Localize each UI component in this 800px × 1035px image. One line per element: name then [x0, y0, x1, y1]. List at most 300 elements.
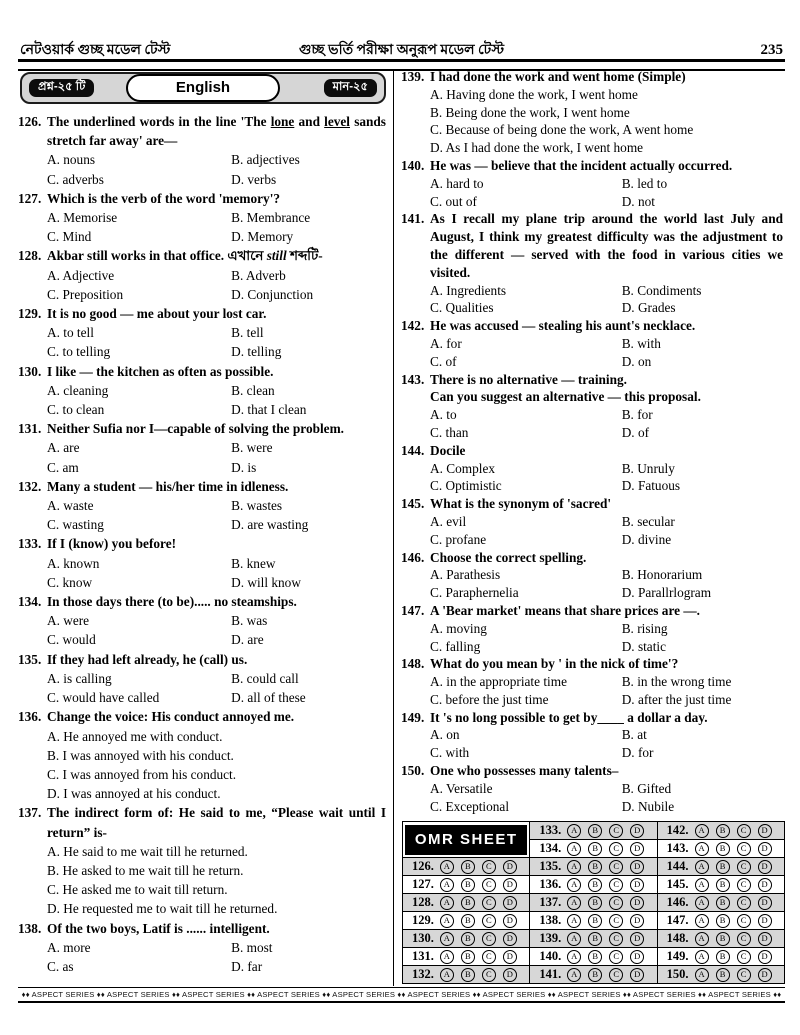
omr-number: 141.	[539, 967, 562, 981]
omr-cell-140	[530, 948, 657, 966]
omr-bubble-140-A: A	[567, 950, 581, 964]
omr-bubble-133-D: D	[630, 824, 644, 838]
omr-bubble-130-A: A	[440, 932, 454, 946]
question-text: It 's no long possible to get by____ a dollar a day.	[430, 709, 708, 725]
option-127-A: A. Memorise	[47, 210, 118, 226]
omr-number: 147.	[666, 913, 689, 927]
question-text: Akbar still works in that office. এখানে still শব্দটি-	[47, 248, 323, 264]
omr-bubble-126-D: D	[503, 860, 517, 874]
header-center-title: গুচ্ছ ভর্তি পরীক্ষা অনুরূপ মডেল টেস্ট	[298, 43, 505, 58]
question-number: 136.	[18, 709, 42, 725]
question-text-line2: Can you suggest an alternative — this proposal.	[430, 389, 701, 405]
question-126	[18, 112, 388, 189]
omr-bubble-127-D: D	[503, 878, 517, 892]
omr-bubble-131-B: B	[461, 950, 475, 964]
question-139	[401, 68, 785, 157]
question-number: 126.	[18, 114, 42, 129]
omr-number: 145.	[666, 877, 689, 891]
question-number: 147.	[401, 602, 425, 618]
questions-column-right	[401, 68, 785, 815]
omr-bubble-137-A: A	[567, 896, 581, 910]
options	[401, 460, 785, 496]
omr-bubble-147-B: B	[716, 914, 730, 928]
option-138-A: A. more	[47, 939, 91, 955]
omr-bubble-128-A: A	[440, 896, 454, 910]
omr-bubble-128-D: D	[503, 896, 517, 910]
options	[401, 335, 785, 371]
omr-number: 134.	[539, 841, 562, 855]
omr-bubble-146-C: C	[737, 896, 751, 910]
option-149-C: C. with	[430, 745, 470, 761]
omr-bubble-150-B: B	[716, 968, 730, 982]
option-144-C: C. Optimistic	[430, 478, 502, 494]
page-footer	[18, 987, 785, 1003]
option-148-B: B. in the wrong time	[621, 674, 732, 690]
omr-cell-133	[530, 822, 657, 840]
omr-number: 144.	[666, 859, 689, 873]
question-number: 150.	[401, 763, 425, 779]
question-text: Change the voice: His conduct annoyed me.	[47, 709, 295, 725]
omr-bubble-147-D: D	[758, 914, 772, 928]
option-133-C: C. know	[47, 574, 93, 590]
question-text: He was accused — stealing his aunt's necklace.	[430, 318, 696, 334]
omr-bubble-140-D: D	[630, 950, 644, 964]
option-128-B: B. Adverb	[231, 267, 286, 283]
options	[401, 780, 785, 816]
omr-cell-131	[403, 948, 530, 966]
question-127	[18, 189, 388, 247]
option-133-B: B. knew	[231, 555, 276, 571]
option-130-D: D. that I clean	[231, 402, 307, 418]
omr-bubble-131-C: C	[482, 950, 496, 964]
omr-bubble-145-D: D	[758, 878, 772, 892]
omr-number: 135.	[539, 859, 562, 873]
question-number: 137.	[18, 805, 42, 821]
questions-area	[18, 68, 785, 986]
omr-bubble-136-B: B	[588, 878, 602, 892]
question-128	[18, 246, 388, 304]
omr-bubble-135-B: B	[588, 860, 602, 874]
question-text: What is the synonym of 'sacred'	[430, 496, 612, 512]
question-text: A 'Bear market' means that share prices are —.	[430, 602, 700, 618]
omr-number: 146.	[666, 895, 689, 909]
option-149-D: D. for	[621, 745, 654, 761]
omr-bubble-145-A: A	[695, 878, 709, 892]
omr-number: 150.	[666, 967, 689, 981]
footer-text: ♦♦ ASPECT SERIES ♦♦ ASPECT SERIES ♦♦ ASPECT SERIES ♦♦ ASPECT SERIES ♦♦ ASPECT SERIES ♦♦ ASPECT SERIES ♦♦ ASPECT SERIES ♦♦ ASPECT SERIES ♦♦ ASPECT SERIES ♦♦ ASPECT SERIES ♦♦	[21, 990, 782, 999]
omr-bubble-131-A: A	[440, 950, 454, 964]
option-138-B: B. most	[231, 939, 273, 955]
option-132-A: A. waste	[47, 498, 94, 514]
option-129-A: A. to tell	[47, 325, 94, 341]
option-145-B: B. secular	[621, 513, 675, 529]
omr-bubble-135-D: D	[630, 860, 644, 874]
question-148	[401, 655, 785, 708]
omr-cell-143	[657, 840, 784, 858]
omr-bubble-133-C: C	[609, 824, 623, 838]
question-141	[401, 210, 785, 317]
omr-bubble-150-D: D	[758, 968, 772, 982]
option-136-A: A. He annoyed me with conduct.	[47, 728, 223, 744]
omr-bubble-138-A: A	[567, 914, 581, 928]
omr-bubble-139-D: D	[630, 932, 644, 946]
question-136	[18, 707, 388, 803]
question-138	[18, 919, 388, 977]
option-141-C: C. Qualities	[430, 300, 494, 316]
omr-bubble-141-D: D	[630, 968, 644, 982]
option-130-A: A. cleaning	[47, 382, 109, 398]
omr-bubble-143-A: A	[695, 842, 709, 856]
omr-bubble-137-C: C	[609, 896, 623, 910]
option-148-C: C. before the just time	[430, 691, 549, 707]
option-139-C: C. Because of being done the work, A went home	[430, 122, 694, 138]
question-number: 135.	[18, 651, 42, 667]
marks-badge: মান-২৫	[324, 79, 377, 97]
question-137	[18, 803, 388, 918]
omr-bubble-148-B: B	[716, 932, 730, 946]
option-135-D: D. all of these	[231, 690, 306, 706]
omr-cell-130	[403, 930, 530, 948]
omr-bubble-140-C: C	[609, 950, 623, 964]
options	[401, 86, 785, 157]
question-129	[18, 304, 388, 362]
omr-bubble-143-D: D	[758, 842, 772, 856]
question-text: Choose the correct spelling.	[430, 549, 587, 565]
option-137-B: B. He asked to me wait till he return.	[47, 862, 244, 878]
omr-bubble-141-C: C	[609, 968, 623, 982]
omr-number: 148.	[666, 931, 689, 945]
option-136-C: C. I was annoyed from his conduct.	[47, 766, 237, 782]
section-bar	[20, 72, 386, 104]
option-126-A: A. nouns	[47, 152, 96, 168]
options	[18, 611, 388, 649]
options	[18, 669, 388, 707]
omr-number: 126.	[412, 859, 434, 873]
question-text: Which is the verb of the word 'memory'?	[47, 190, 281, 206]
omr-bubble-145-B: B	[716, 878, 730, 892]
option-141-D: D. Grades	[621, 300, 676, 316]
header-left-title: নেটওয়ার্ক গুচ্ছ মডেল টেস্ট	[20, 43, 171, 58]
options	[18, 496, 388, 534]
question-text: Of the two boys, Latif is ...... intelligent.	[47, 920, 270, 936]
question-text: Many a student — his/her time in idleness.	[47, 478, 289, 494]
omr-cell-144	[657, 858, 784, 876]
option-139-A: A. Having done the work, I went home	[430, 86, 638, 102]
option-150-C: C. Exceptional	[430, 798, 510, 814]
omr-bubble-128-B: B	[461, 896, 475, 910]
omr-bubble-146-A: A	[695, 896, 709, 910]
question-text: It is no good — me about your lost car.	[47, 306, 267, 322]
question-text: One who possesses many talents–	[430, 763, 619, 779]
option-126-D: D. verbs	[231, 171, 277, 187]
omr-cell-137	[530, 894, 657, 912]
option-134-B: B. was	[231, 613, 268, 629]
omr-title-cell	[403, 822, 530, 858]
omr-number: 138.	[539, 913, 562, 927]
omr-bubble-135-A: A	[567, 860, 581, 874]
questions-column-left	[18, 68, 388, 976]
omr-bubble-139-A: A	[567, 932, 581, 946]
omr-cell-148	[657, 930, 784, 948]
omr-bubble-129-D: D	[503, 914, 517, 928]
omr-cell-136	[530, 876, 657, 894]
omr-number: 132.	[412, 967, 434, 981]
omr-bubble-133-A: A	[567, 824, 581, 838]
option-141-A: A. Ingredients	[430, 282, 507, 298]
option-141-B: B. Condiments	[621, 282, 702, 298]
omr-bubble-129-C: C	[482, 914, 496, 928]
question-130	[18, 362, 388, 420]
options	[18, 266, 388, 304]
options	[18, 381, 388, 419]
option-140-D: D. not	[621, 193, 655, 209]
omr-bubble-142-C: C	[737, 824, 751, 838]
question-number: 148.	[401, 656, 425, 672]
options	[18, 323, 388, 361]
omr-cell-128	[403, 894, 530, 912]
omr-number: 128.	[412, 895, 434, 909]
question-number: 144.	[401, 442, 425, 458]
option-135-B: B. could call	[231, 670, 299, 686]
omr-bubble-146-B: B	[716, 896, 730, 910]
omr-bubble-148-A: A	[695, 932, 709, 946]
option-137-D: D. He requested me to wait till he returned.	[47, 901, 278, 917]
omr-bubble-126-A: A	[440, 860, 454, 874]
omr-bubble-138-D: D	[630, 914, 644, 928]
omr-bubble-136-C: C	[609, 878, 623, 892]
omr-bubble-132-A: A	[440, 968, 454, 982]
option-133-A: A. known	[47, 555, 100, 571]
option-142-B: B. with	[621, 335, 661, 351]
option-144-B: B. Unruly	[621, 460, 675, 476]
page-number: 235	[760, 42, 783, 58]
option-147-D: D. static	[621, 638, 666, 654]
omr-bubble-149-D: D	[758, 950, 772, 964]
option-131-B: B. were	[231, 440, 273, 456]
question-133	[18, 534, 388, 592]
omr-number: 130.	[412, 931, 434, 945]
question-number: 132.	[18, 478, 42, 494]
options	[18, 727, 388, 804]
option-137-A: A. He said to me wait till he returned.	[47, 843, 248, 859]
omr-number: 142.	[666, 823, 689, 837]
question-number: 141.	[401, 211, 425, 227]
option-145-A: A. evil	[430, 513, 467, 529]
omr-bubble-140-B: B	[588, 950, 602, 964]
options	[401, 175, 785, 211]
option-143-D: D. of	[621, 424, 650, 440]
omr-bubble-147-C: C	[737, 914, 751, 928]
option-148-D: D. after the just time	[621, 691, 732, 707]
omr-number: 140.	[539, 949, 562, 963]
option-146-C: C. Paraphernelia	[430, 585, 519, 601]
question-number: 133.	[18, 536, 42, 552]
omr-cell-150	[657, 966, 784, 984]
options	[18, 438, 388, 476]
option-147-A: A. moving	[430, 620, 487, 636]
question-150	[401, 762, 785, 815]
option-142-D: D. on	[621, 353, 652, 369]
question-142	[401, 317, 785, 370]
question-134	[18, 592, 388, 650]
question-text: As I recall my plane trip around the world last July and August, I think my greatest difficulty was the adjustment to the different — served with the food in various cities we visited.	[430, 211, 783, 280]
option-146-A: A. Parathesis	[430, 567, 501, 583]
option-132-D: D. are wasting	[231, 517, 309, 533]
option-137-C: C. He asked me to wait till return.	[47, 882, 228, 898]
omr-bubble-142-A: A	[695, 824, 709, 838]
option-131-A: A. are	[47, 440, 80, 456]
option-142-C: C. of	[430, 353, 457, 369]
option-127-B: B. Membrance	[231, 210, 311, 226]
options	[401, 673, 785, 709]
omr-cell-134	[530, 840, 657, 858]
option-147-C: C. falling	[430, 638, 481, 654]
option-134-C: C. would	[47, 632, 96, 648]
question-number: 134.	[18, 594, 42, 610]
omr-bubble-137-B: B	[588, 896, 602, 910]
options	[18, 150, 388, 188]
option-140-C: C. out of	[430, 193, 477, 209]
omr-cell-138	[530, 912, 657, 930]
omr-bubble-145-C: C	[737, 878, 751, 892]
question-text: The underlined words in the line 'The lone and level sands stretch far away' are—	[47, 114, 386, 149]
option-145-D: D. divine	[621, 531, 672, 547]
option-140-B: B. led to	[621, 175, 668, 191]
options	[18, 554, 388, 592]
option-146-B: B. Honorarium	[621, 567, 703, 583]
omr-bubble-149-B: B	[716, 950, 730, 964]
omr-bubble-131-D: D	[503, 950, 517, 964]
omr-cell-147	[657, 912, 784, 930]
options	[18, 842, 388, 919]
omr-cell-141	[530, 966, 657, 984]
omr-bubble-132-C: C	[482, 968, 496, 982]
omr-bubble-133-B: B	[588, 824, 602, 838]
omr-bubble-132-D: D	[503, 968, 517, 982]
option-126-B: B. adjectives	[231, 152, 300, 168]
option-138-C: C. as	[47, 958, 74, 974]
question-number: 138.	[18, 920, 42, 936]
question-number: 145.	[401, 496, 425, 512]
omr-bubble-144-B: B	[716, 860, 730, 874]
question-135	[18, 650, 388, 708]
omr-bubble-139-B: B	[588, 932, 602, 946]
omr-number: 133.	[539, 823, 562, 837]
omr-bubble-142-D: D	[758, 824, 772, 838]
option-149-A: A. on	[430, 727, 460, 743]
omr-bubble-141-A: A	[567, 968, 581, 982]
omr-bubble-136-A: A	[567, 878, 581, 892]
question-number: 131.	[18, 421, 42, 437]
option-128-C: C. Preposition	[47, 286, 124, 302]
omr-cell-146	[657, 894, 784, 912]
option-142-A: A. for	[430, 335, 462, 351]
omr-bubble-135-C: C	[609, 860, 623, 874]
section-title: English	[126, 74, 280, 102]
omr-bubble-134-B: B	[588, 842, 602, 856]
omr-bubble-150-A: A	[695, 968, 709, 982]
option-132-B: B. wastes	[231, 498, 283, 514]
question-number: 140.	[401, 157, 425, 173]
question-149	[401, 709, 785, 762]
omr-bubble-148-C: C	[737, 932, 751, 946]
option-132-C: C. wasting	[47, 517, 104, 533]
omr-bubble-134-A: A	[567, 842, 581, 856]
omr-bubble-138-B: B	[588, 914, 602, 928]
omr-number: 129.	[412, 913, 434, 927]
option-144-D: D. Fatuous	[621, 478, 681, 494]
omr-cell-139	[530, 930, 657, 948]
options	[401, 513, 785, 549]
option-148-A: A. in the appropriate time	[430, 674, 567, 690]
option-136-B: B. I was annoyed with his conduct.	[47, 747, 234, 763]
question-number: 139.	[401, 69, 425, 84]
option-146-D: D. Parallrlogram	[621, 585, 712, 601]
option-143-C: C. than	[430, 424, 469, 440]
omr-bubble-149-A: A	[695, 950, 709, 964]
options	[401, 726, 785, 762]
option-139-D: D. As I had done the work, I went home	[430, 140, 644, 156]
option-130-B: B. clean	[231, 382, 275, 398]
omr-bubble-146-D: D	[758, 896, 772, 910]
question-number: 129.	[18, 306, 42, 322]
column-divider	[393, 70, 394, 986]
omr-bubble-143-B: B	[716, 842, 730, 856]
option-128-A: A. Adjective	[47, 267, 115, 283]
option-140-A: A. hard to	[430, 175, 484, 191]
omr-bubble-126-C: C	[482, 860, 496, 874]
omr-sheet	[402, 821, 785, 984]
omr-bubble-139-C: C	[609, 932, 623, 946]
question-text: Neither Sufia nor I—capable of solving the problem.	[47, 421, 344, 437]
question-number: 146.	[401, 549, 425, 565]
omr-cell-132	[403, 966, 530, 984]
omr-cell-127	[403, 876, 530, 894]
question-text: There is no alternative — training. Can you suggest an alternative — this proposal.	[430, 371, 785, 407]
omr-bubble-126-B: B	[461, 860, 475, 874]
option-149-B: B. at	[621, 727, 647, 743]
option-129-C: C. to telling	[47, 344, 111, 360]
option-129-B: B. tell	[231, 325, 264, 341]
omr-bubble-127-A: A	[440, 878, 454, 892]
option-135-A: A. is calling	[47, 670, 112, 686]
option-134-D: D. are	[231, 632, 264, 648]
omr-bubble-129-A: A	[440, 914, 454, 928]
option-131-D: D. is	[231, 459, 257, 475]
omr-bubble-127-C: C	[482, 878, 496, 892]
option-136-D: D. I was annoyed at his conduct.	[47, 786, 221, 802]
omr-bubble-144-D: D	[758, 860, 772, 874]
option-143-A: A. to	[430, 407, 457, 423]
options	[401, 620, 785, 656]
question-140	[401, 157, 785, 210]
option-135-C: C. would have called	[47, 690, 160, 706]
omr-bubble-129-B: B	[461, 914, 475, 928]
omr-bubble-128-C: C	[482, 896, 496, 910]
option-129-D: D. telling	[231, 344, 282, 360]
omr-cell-126	[403, 858, 530, 876]
question-text: The indirect form of: He said to me, “Please wait until I return” is-	[47, 805, 386, 840]
question-text: Docile	[430, 442, 466, 458]
options	[401, 566, 785, 602]
options	[401, 406, 785, 442]
omr-bubble-136-D: D	[630, 878, 644, 892]
question-number: 142.	[401, 318, 425, 334]
question-text: If they had left already, he (call) us.	[47, 651, 248, 667]
question-144	[401, 442, 785, 495]
omr-bubble-130-D: D	[503, 932, 517, 946]
option-130-C: C. to clean	[47, 402, 105, 418]
